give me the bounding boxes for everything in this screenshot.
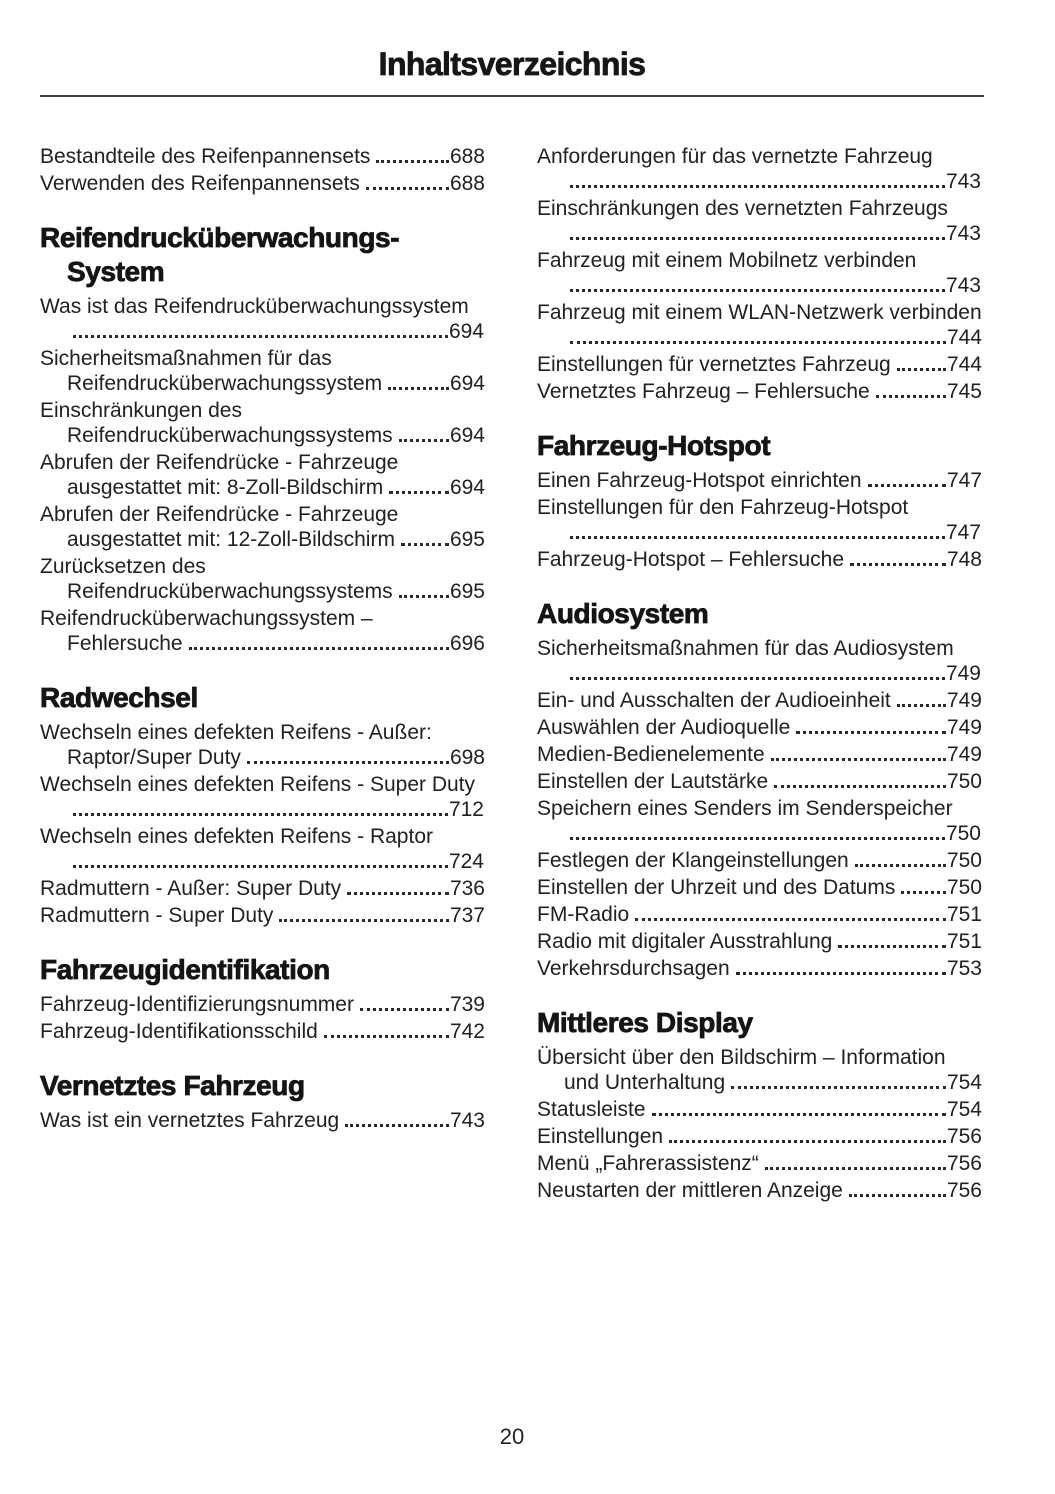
entry-page-number: 694 bbox=[449, 424, 485, 447]
entry-title: Einstellungen für den Fahrzeug-Hotspot bbox=[537, 496, 909, 519]
toc-section bbox=[537, 597, 984, 981]
entry-title: Statusleiste bbox=[537, 1098, 646, 1121]
dot-leader bbox=[897, 703, 946, 707]
entry-title: Fahrzeug mit einem WLAN-Netzwerk verbinden bbox=[537, 301, 982, 324]
entry-title: Einstellungen bbox=[537, 1125, 664, 1148]
entry-page-number: 736 bbox=[449, 877, 485, 900]
dot-leader bbox=[279, 918, 449, 922]
section-heading: Audiosystem bbox=[537, 598, 709, 629]
toc-entry[interactable] bbox=[40, 171, 487, 196]
toc-entry[interactable] bbox=[537, 875, 984, 900]
entry-title: Zurücksetzen des Reifendrucküberwachungssystems bbox=[40, 555, 393, 603]
entry-title: Einen Fahrzeug-Hotspot einrichten bbox=[537, 469, 862, 492]
entry-page-number: 749 bbox=[946, 716, 982, 739]
entry-page-number: 750 bbox=[946, 876, 982, 899]
toc-entry[interactable] bbox=[40, 398, 487, 448]
entry-title: Reifendrucküberwachungssystem – Fehlersuche bbox=[40, 607, 373, 655]
dot-leader bbox=[669, 1139, 946, 1143]
entry-title: Sicherheitsmaßnahmen für das Reifendrucküberwachungssystem bbox=[40, 347, 383, 395]
toc-entry[interactable] bbox=[537, 769, 984, 794]
dot-leader bbox=[73, 334, 448, 338]
entry-title: Speichern eines Senders im Senderspeicher bbox=[537, 797, 953, 820]
page-title: Inhaltsverzeichnis bbox=[378, 46, 646, 82]
entry-title: Festlegen der Klangeinstellungen bbox=[537, 849, 849, 872]
dot-leader bbox=[849, 1193, 946, 1197]
toc-entry[interactable] bbox=[40, 876, 487, 901]
section-heading: Radwechsel bbox=[40, 682, 198, 713]
entry-title: Fahrzeug-Identifikationsschild bbox=[40, 1020, 318, 1043]
toc-entry[interactable] bbox=[537, 902, 984, 927]
entry-title: Einstellen der Uhrzeit und des Datums bbox=[537, 876, 896, 899]
toc-entry[interactable] bbox=[537, 144, 984, 194]
entry-page-number: 739 bbox=[449, 993, 485, 1016]
toc-entry[interactable] bbox=[537, 796, 984, 846]
entry-page-number: 724 bbox=[448, 850, 484, 873]
entry-page-number: 743 bbox=[945, 222, 981, 245]
entry-title: Wechseln eines defekten Reifens - Super Duty bbox=[40, 773, 476, 796]
toc-entry[interactable] bbox=[40, 720, 487, 770]
dot-leader bbox=[247, 760, 449, 764]
entry-page-number: 745 bbox=[946, 380, 982, 403]
toc-entry[interactable] bbox=[537, 1178, 984, 1203]
entry-title: Bestandteile des Reifenpannensets bbox=[40, 145, 371, 168]
dot-leader bbox=[570, 288, 945, 292]
entry-page-number: 744 bbox=[946, 326, 982, 349]
toc-entry[interactable] bbox=[537, 715, 984, 740]
toc-entry[interactable] bbox=[537, 688, 984, 713]
dot-leader bbox=[765, 1166, 946, 1170]
entry-page-number: 737 bbox=[449, 904, 485, 927]
dot-leader bbox=[399, 594, 449, 598]
toc-entry[interactable] bbox=[537, 248, 984, 298]
entry-page-number: 753 bbox=[946, 957, 982, 980]
dot-leader bbox=[771, 757, 946, 761]
entry-page-number: 749 bbox=[946, 689, 982, 712]
toc-entry[interactable] bbox=[537, 742, 984, 767]
entry-page-number: 688 bbox=[449, 172, 485, 195]
entry-page-number: 698 bbox=[449, 746, 485, 769]
entry-title: Was ist das Reifendrucküberwachungssystem bbox=[40, 295, 469, 318]
entry-title: Verkehrsdurchsagen bbox=[537, 957, 730, 980]
entry-page-number: 695 bbox=[449, 580, 485, 603]
dot-leader bbox=[731, 1085, 946, 1089]
toc-section bbox=[537, 1006, 984, 1203]
toc-entry[interactable] bbox=[537, 468, 984, 493]
toc-entry[interactable] bbox=[40, 824, 487, 874]
dot-leader bbox=[850, 562, 946, 566]
toc-entry[interactable] bbox=[40, 772, 487, 822]
toc-section bbox=[40, 953, 487, 1044]
dot-leader bbox=[570, 236, 945, 240]
dot-leader bbox=[855, 863, 946, 867]
entry-page-number: 756 bbox=[946, 1125, 982, 1148]
entry-title: Einschränkungen des vernetzten Fahrzeugs bbox=[537, 197, 948, 220]
toc-column-right bbox=[537, 144, 984, 1205]
entry-title: Fahrzeug mit einem Mobilnetz verbinden bbox=[537, 249, 917, 272]
section-heading: Fahrzeug-Hotspot bbox=[537, 430, 771, 461]
entry-title: Übersicht über den Bildschirm – Information und Unterhaltung bbox=[537, 1046, 946, 1094]
entry-title: Wechseln eines defekten Reifens - Raptor bbox=[40, 825, 433, 848]
toc-entry[interactable] bbox=[537, 196, 984, 246]
section-heading: Vernetztes Fahrzeug bbox=[40, 1070, 305, 1101]
dot-leader bbox=[570, 535, 945, 539]
entry-page-number: 754 bbox=[946, 1098, 982, 1121]
entry-title: Verwenden des Reifenpannensets bbox=[40, 172, 360, 195]
dot-leader bbox=[901, 890, 946, 894]
entry-page-number: 756 bbox=[946, 1152, 982, 1175]
entry-title: Fahrzeug-Hotspot – Fehlersuche bbox=[537, 548, 844, 571]
entry-title: Menü „Fahrerassistenz“ bbox=[537, 1152, 759, 1175]
entry-title: Radmuttern - Außer: Super Duty bbox=[40, 877, 342, 900]
dot-leader bbox=[897, 367, 946, 371]
entry-title: Vernetztes Fahrzeug – Fehlersuche bbox=[537, 380, 870, 403]
entry-page-number: 749 bbox=[946, 743, 982, 766]
dot-leader bbox=[347, 891, 449, 895]
toc-entry[interactable] bbox=[537, 929, 984, 954]
dot-leader bbox=[570, 676, 945, 680]
toc-entry[interactable] bbox=[537, 379, 984, 404]
entry-title: Einstellungen für vernetztes Fahrzeug bbox=[537, 353, 891, 376]
dot-leader bbox=[401, 542, 449, 546]
toc-entry[interactable] bbox=[537, 1097, 984, 1122]
toc-entry[interactable] bbox=[537, 1124, 984, 1149]
entry-page-number: 750 bbox=[945, 822, 981, 845]
toc-entry[interactable] bbox=[40, 1019, 487, 1044]
entry-page-number: 695 bbox=[449, 528, 485, 551]
dot-leader bbox=[570, 184, 945, 188]
title-divider bbox=[40, 95, 984, 97]
dot-leader bbox=[189, 646, 449, 650]
entry-title: Fahrzeug-Identifizierungsnummer bbox=[40, 993, 354, 1016]
entry-page-number: 696 bbox=[449, 632, 485, 655]
toc-entry[interactable] bbox=[40, 502, 487, 552]
entry-title: Was ist ein vernetztes Fahrzeug bbox=[40, 1109, 340, 1132]
entry-page-number: 694 bbox=[449, 476, 485, 499]
entry-page-number: 747 bbox=[945, 521, 981, 544]
dot-leader bbox=[774, 784, 946, 788]
toc-section bbox=[40, 144, 487, 196]
toc-section bbox=[40, 221, 487, 656]
toc-entry[interactable] bbox=[537, 300, 984, 350]
dot-leader bbox=[652, 1112, 946, 1116]
entry-title: Abrufen der Reifendrücke - Fahrzeuge ausgestattet mit: 12-Zoll-Bildschirm bbox=[40, 503, 399, 551]
entry-page-number: 688 bbox=[449, 145, 485, 168]
entry-title: Wechseln eines defekten Reifens - Außer: Raptor/Super Duty bbox=[40, 721, 432, 769]
entry-page-number: 750 bbox=[946, 849, 982, 872]
entry-title: Auswählen der Audioquelle bbox=[537, 716, 791, 739]
toc-entry[interactable] bbox=[537, 956, 984, 981]
toc-entry[interactable] bbox=[40, 294, 487, 344]
entry-title: Neustarten der mittleren Anzeige bbox=[537, 1179, 843, 1202]
section-heading: Reifendrucküberwachungs-System bbox=[40, 222, 400, 287]
toc-entry[interactable] bbox=[537, 547, 984, 572]
section-heading: Mittleres Display bbox=[537, 1007, 753, 1038]
toc-section bbox=[40, 681, 487, 928]
toc-section bbox=[40, 1069, 487, 1133]
entry-page-number: 744 bbox=[946, 353, 982, 376]
toc-entry[interactable] bbox=[40, 554, 487, 604]
dot-leader bbox=[736, 971, 946, 975]
dot-leader bbox=[73, 864, 448, 868]
entry-page-number: 694 bbox=[448, 320, 484, 343]
entry-page-number: 747 bbox=[946, 469, 982, 492]
entry-page-number: 742 bbox=[449, 1020, 485, 1043]
dot-leader bbox=[876, 394, 946, 398]
entry-page-number: 743 bbox=[449, 1109, 485, 1132]
dot-leader bbox=[399, 438, 449, 442]
dot-leader bbox=[360, 1007, 449, 1011]
page-number: 20 bbox=[499, 1424, 525, 1449]
entry-page-number: 751 bbox=[946, 903, 982, 926]
toc-entry[interactable] bbox=[40, 144, 487, 169]
entry-title: FM-Radio bbox=[537, 903, 630, 926]
toc-section bbox=[537, 144, 984, 404]
entry-page-number: 694 bbox=[449, 372, 485, 395]
toc-entry[interactable] bbox=[537, 495, 984, 545]
toc-entry[interactable] bbox=[40, 450, 487, 500]
dot-leader bbox=[388, 386, 449, 390]
dot-leader bbox=[376, 159, 449, 163]
entry-page-number: 751 bbox=[946, 930, 982, 953]
entry-title: Abrufen der Reifendrücke - Fahrzeuge ausgestattet mit: 8-Zoll-Bildschirm bbox=[40, 451, 399, 499]
entry-title: Medien-Bedienelemente bbox=[537, 743, 765, 766]
toc-section bbox=[537, 429, 984, 572]
entry-title: Einschränkungen des Reifendrucküberwachungssystems bbox=[40, 399, 393, 447]
toc-entry[interactable] bbox=[40, 992, 487, 1017]
entry-page-number: 756 bbox=[946, 1179, 982, 1202]
toc-entry[interactable] bbox=[537, 1151, 984, 1176]
entry-page-number: 754 bbox=[946, 1071, 982, 1094]
section-heading: Fahrzeugidentifikation bbox=[40, 954, 330, 985]
entry-page-number: 750 bbox=[946, 770, 982, 793]
manual-page bbox=[0, 46, 1055, 1205]
dot-leader bbox=[796, 730, 946, 734]
toc-columns bbox=[40, 144, 984, 1205]
dot-leader bbox=[570, 340, 946, 344]
toc-entry[interactable] bbox=[537, 352, 984, 377]
toc-entry[interactable] bbox=[40, 903, 487, 928]
dot-leader bbox=[324, 1034, 449, 1038]
entry-page-number: 743 bbox=[945, 170, 981, 193]
dot-leader bbox=[389, 490, 449, 494]
entry-title: Radio mit digitaler Ausstrahlung bbox=[537, 930, 833, 953]
dot-leader bbox=[868, 483, 946, 487]
entry-title: Sicherheitsmaßnahmen für das Audiosystem bbox=[537, 637, 954, 660]
toc-entry[interactable] bbox=[40, 606, 487, 656]
entry-page-number: 749 bbox=[945, 662, 981, 685]
toc-entry[interactable] bbox=[537, 1045, 984, 1095]
entry-title: Ein- und Ausschalten der Audioeinheit bbox=[537, 689, 891, 712]
dot-leader bbox=[570, 836, 945, 840]
dot-leader bbox=[838, 944, 946, 948]
entry-title: Radmuttern - Super Duty bbox=[40, 904, 274, 927]
dot-leader bbox=[345, 1123, 449, 1127]
dot-leader bbox=[366, 186, 449, 190]
toc-entry[interactable] bbox=[40, 1108, 487, 1133]
toc-entry[interactable] bbox=[40, 346, 487, 396]
entry-page-number: 712 bbox=[448, 798, 484, 821]
dot-leader bbox=[635, 917, 946, 921]
entry-page-number: 743 bbox=[945, 274, 981, 297]
entry-title: Einstellen der Lautstärke bbox=[537, 770, 769, 793]
toc-entry[interactable] bbox=[537, 636, 984, 686]
dot-leader bbox=[73, 812, 448, 816]
toc-column-left bbox=[40, 144, 487, 1205]
entry-title: Anforderungen für das vernetzte Fahrzeug bbox=[537, 145, 933, 168]
toc-entry[interactable] bbox=[537, 848, 984, 873]
entry-page-number: 748 bbox=[946, 548, 982, 571]
